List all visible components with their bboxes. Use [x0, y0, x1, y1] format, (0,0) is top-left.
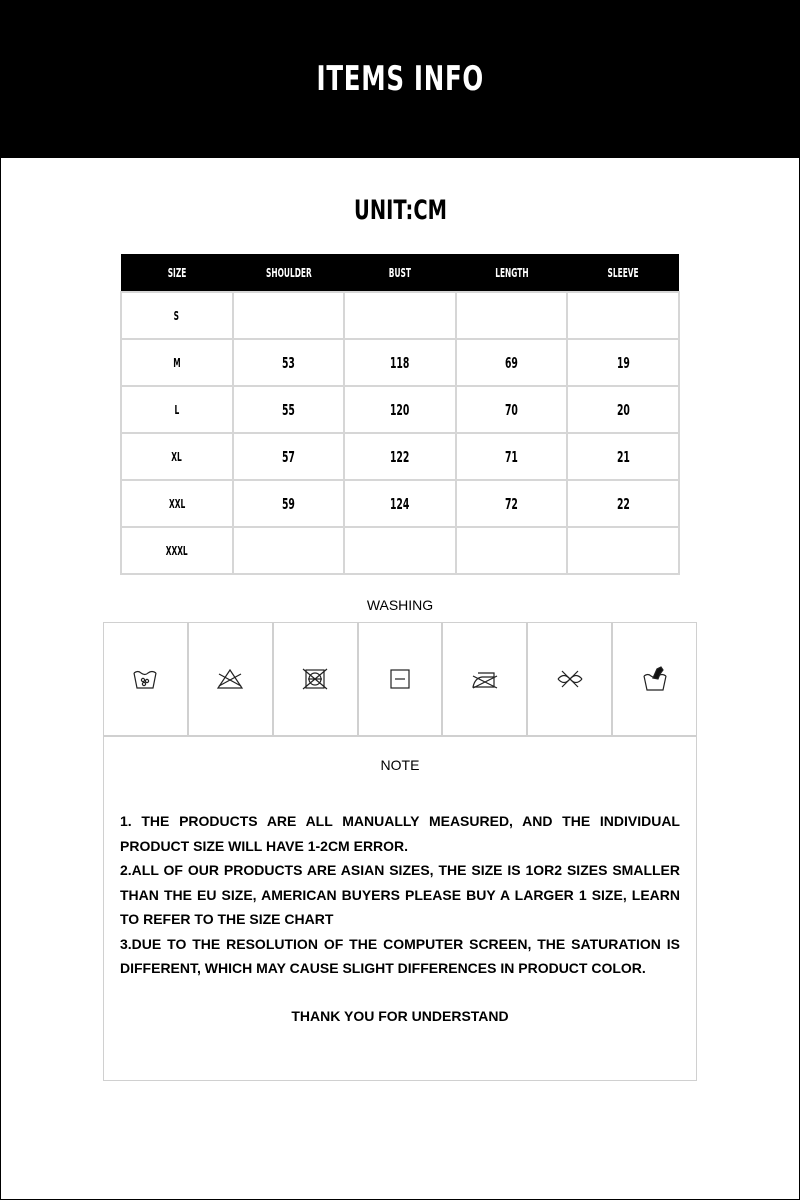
table-cell: XL — [121, 433, 233, 480]
note-box — [103, 736, 697, 1081]
size-chart-table — [120, 254, 680, 575]
washing-cell — [104, 623, 189, 735]
do-not-dry-clean-icon — [555, 664, 585, 694]
table-cell — [233, 527, 345, 574]
washing-cell — [189, 623, 274, 735]
dry-flat-icon — [385, 664, 415, 694]
note-list — [120, 809, 680, 981]
table-cell: 55 — [233, 386, 345, 433]
table-cell: 21 — [567, 433, 679, 480]
do-not-tumble-dry-icon — [300, 664, 330, 694]
table-cell: 124 — [344, 480, 456, 527]
iron-low-icon — [470, 664, 500, 694]
column-header-shoulder: SHOULDER — [233, 254, 345, 292]
table-row — [121, 433, 679, 480]
washing-cell — [613, 623, 696, 735]
note-title: NOTE — [380, 757, 420, 773]
header-banner — [0, 0, 800, 158]
table-cell — [567, 292, 679, 339]
washing-label: WASHING — [366, 597, 434, 613]
table-cell: 70 — [456, 386, 568, 433]
note-item: 1. THE PRODUCTS ARE ALL MANUALLY MEASURED, AND THE INDIVIDUAL PRODUCT SIZE WILL HAVE 1-2CM ERROR. — [120, 813, 680, 854]
table-cell: 72 — [456, 480, 568, 527]
table-cell: 53 — [233, 339, 345, 386]
washing-cell — [274, 623, 359, 735]
table-cell — [456, 527, 568, 574]
unit-label — [0, 195, 800, 226]
column-header-size: SIZE — [121, 254, 233, 292]
note-item: 2.ALL OF OUR PRODUCTS ARE ASIAN SIZES, THE SIZE IS 1OR2 SIZES SMALLER THAN THE EU SIZE, AMERICAN BUYERS PLEASE BUY A LARGER 1 SIZE, LEARN TO REFER TO THE SIZE CHART — [120, 862, 680, 927]
washing-icons-row — [103, 622, 697, 736]
table-row — [121, 292, 679, 339]
washing-cell — [528, 623, 613, 735]
table-cell: S — [121, 292, 233, 339]
table-cell — [567, 527, 679, 574]
column-header-bust: BUST — [344, 254, 456, 292]
table-cell — [344, 292, 456, 339]
table-cell: XXXL — [121, 527, 233, 574]
table-cell: 71 — [456, 433, 568, 480]
table-cell: 59 — [233, 480, 345, 527]
table-cell: 118 — [344, 339, 456, 386]
table-cell: 19 — [567, 339, 679, 386]
table-cell: L — [121, 386, 233, 433]
table-header-row — [121, 254, 679, 292]
washing-cell — [359, 623, 444, 735]
table-row — [121, 339, 679, 386]
table-cell: XXL — [121, 480, 233, 527]
unit-text: UNIT:CM — [353, 195, 447, 226]
table-row — [121, 386, 679, 433]
column-header-sleeve: SLEEVE — [567, 254, 679, 292]
washing-cell — [443, 623, 528, 735]
do-not-bleach-icon — [215, 664, 245, 694]
hand-wash-30-icon — [130, 664, 160, 694]
table-cell: 22 — [567, 480, 679, 527]
hand-wash-icon — [640, 664, 670, 694]
table-cell: 122 — [344, 433, 456, 480]
page-title: ITEMS INFO — [316, 59, 484, 99]
note-item: 3.DUE TO THE RESOLUTION OF THE COMPUTER SCREEN, THE SATURATION IS DIFFERENT, WHICH MAY CAUSE SLIGHT DIFFERENCES IN PRODUCT COLOR. — [120, 935, 680, 976]
table-cell: 20 — [567, 386, 679, 433]
table-cell: 120 — [344, 386, 456, 433]
column-header-length: LENGTH — [456, 254, 568, 292]
thank-you-text: THANK YOU FOR UNDERSTAND — [291, 1008, 509, 1024]
table-cell: 57 — [233, 433, 345, 480]
table-cell: 69 — [456, 339, 568, 386]
table-cell: M — [121, 339, 233, 386]
table-cell — [456, 292, 568, 339]
table-row — [121, 480, 679, 527]
table-row — [121, 527, 679, 574]
table-cell — [344, 527, 456, 574]
table-cell — [233, 292, 345, 339]
